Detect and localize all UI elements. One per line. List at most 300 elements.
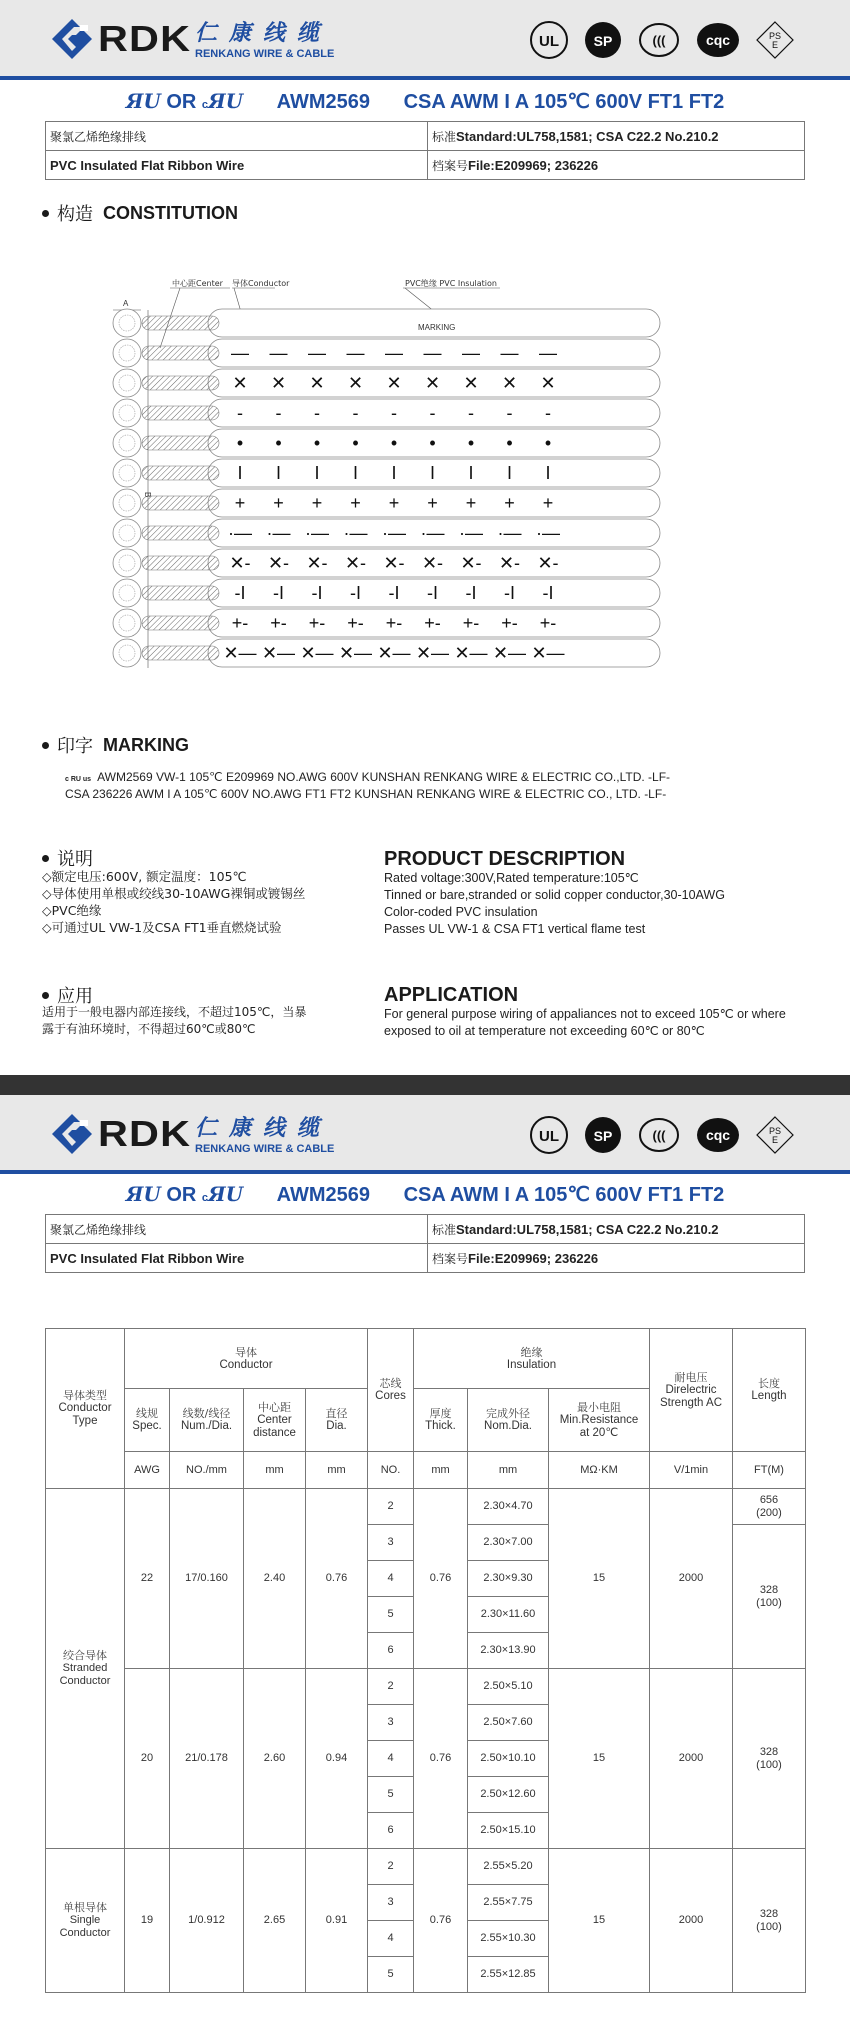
cross-section-core <box>113 549 141 577</box>
ul-cert-icon <box>529 1115 569 1155</box>
stripe-mark: ✕- <box>344 553 367 573</box>
stripe-mark: - <box>352 403 359 423</box>
conductor-strand <box>142 346 219 360</box>
header-band <box>0 0 850 76</box>
stripe-mark: • <box>275 433 282 453</box>
leader-line <box>405 288 435 312</box>
svg-text:(((: ((( <box>652 33 666 48</box>
stripe-mark: +- <box>424 613 441 633</box>
ur-or: OR <box>166 1184 197 1206</box>
th-nomdia: 完成外径 Nom.Dia. <box>468 1389 549 1452</box>
stripe-mark: +- <box>231 613 249 633</box>
conductor-strand <box>142 496 219 510</box>
stripe-mark: + <box>234 493 246 513</box>
stripe-mark: +- <box>501 613 518 633</box>
stripe-mark: +- <box>539 613 557 633</box>
stripe-mark: +- <box>347 613 364 633</box>
stripe-mark: ✕- <box>306 553 328 573</box>
bullet-icon <box>42 855 49 862</box>
brand-cn: 仁康线缆 <box>195 21 332 46</box>
num-cell: 1/0.912 <box>170 1849 244 1993</box>
length-cell: 656 (200) <box>733 1489 806 1525</box>
cross-section-core <box>113 519 141 547</box>
thick-cell: 0.76 <box>414 1669 468 1849</box>
stripe-mark: +- <box>270 613 287 633</box>
cross-section-core <box>113 459 141 487</box>
desc-item: ◇可通过UL VW-1及CSA FT1垂直燃烧试验 <box>42 920 282 935</box>
stripe-mark: - <box>314 403 320 423</box>
bullet-icon <box>42 742 49 749</box>
thick-cell: 0.76 <box>414 1849 468 1993</box>
csa-rating: CSA AWM I A 105℃ 600V FT1 FT2 <box>403 1184 725 1206</box>
cores-cell: 5 <box>368 1777 414 1813</box>
stripe-mark: + <box>350 493 361 513</box>
stripe-mark: ✕- <box>498 553 521 573</box>
ribbon-cable-drawing <box>100 270 750 680</box>
stripe-mark: ✕— <box>415 643 450 663</box>
stripe-mark: ✕ <box>463 373 479 393</box>
stripe-mark: ✕— <box>261 643 296 663</box>
stripe-mark: — <box>269 343 288 363</box>
cqc-cert-icon <box>695 1115 741 1155</box>
conductor-strand <box>142 616 219 630</box>
conductor-strand <box>142 436 219 450</box>
cores-cell: 6 <box>368 1633 414 1669</box>
stripe-mark: • <box>313 433 321 453</box>
nomdia-cell: 2.55×7.75 <box>468 1885 549 1921</box>
awm-code: AWM2569 <box>276 91 371 113</box>
th-thick: 厚度 Thick. <box>414 1389 468 1452</box>
nomdia-cell: 2.30×4.70 <box>468 1489 549 1525</box>
stripe-mark: ✕ <box>424 373 441 393</box>
bullet-icon <box>42 992 49 999</box>
cross-section-core <box>113 369 141 397</box>
brand-rdk: RDK <box>98 1113 192 1154</box>
stripe-mark: I <box>468 463 474 483</box>
desc-item: ◇PVC绝缘 <box>42 903 102 918</box>
nomdia-cell: 2.30×7.00 <box>468 1525 549 1561</box>
nomdia-cell: 2.50×10.10 <box>468 1741 549 1777</box>
cur-icon: ЯU <box>208 89 244 113</box>
cross-section-core <box>113 399 141 427</box>
constitution-heading: 构造 CONSTITUTION <box>42 200 238 226</box>
stripe-mark: ✕- <box>267 553 290 573</box>
stripe-mark: ✕ <box>540 373 556 393</box>
ul-cert-icon <box>529 20 569 60</box>
center-cell: 2.65 <box>244 1849 306 1993</box>
stripe-mark: ·— <box>382 523 406 543</box>
info-table-2 <box>45 1214 805 1273</box>
stripe-mark: - <box>468 403 474 423</box>
awg-cell: 20 <box>125 1669 170 1849</box>
stripe-mark: • <box>236 433 244 453</box>
cores-cell: 5 <box>368 1957 414 1993</box>
stripe-mark: ✕ <box>501 373 518 393</box>
stripe-mark: - <box>429 403 436 423</box>
stripe-mark: I <box>506 463 513 483</box>
length-cell: 328 (100) <box>733 1669 806 1849</box>
marking-line-2: CSA 236226 AWM I A 105℃ 600V NO.AWG FT1 FT2 KUNSHAN RENKANG WIRE & ELECTRIC CO., LTD. -LF- <box>65 787 667 801</box>
stripe-mark: — <box>539 343 557 363</box>
awg-cell: 19 <box>125 1849 170 1993</box>
stripe-mark: ✕ <box>386 373 402 393</box>
th-conductor: 导体 Conductor <box>125 1329 368 1389</box>
cross-section-core <box>113 489 141 517</box>
stripe-mark: ·— <box>266 523 291 543</box>
stripe-mark: + <box>542 493 554 513</box>
leader-line <box>234 288 241 312</box>
th-dielectric: 耐电压 Direlectric Strength AC <box>650 1329 733 1452</box>
cores-cell: 2 <box>368 1669 414 1705</box>
brand-en: RENKANG WIRE & CABLE <box>195 1143 335 1155</box>
ur-icon: ЯU <box>125 1182 161 1206</box>
svg-text:cqc: cqc <box>705 32 731 48</box>
stripe-mark: - <box>391 403 397 423</box>
stripe-mark: ✕— <box>223 643 257 663</box>
stripe-mark: — <box>385 343 403 363</box>
ur-marks <box>126 91 243 113</box>
cert-logos <box>529 20 795 60</box>
page-separator <box>0 1075 850 1095</box>
label-center: 中心距Center <box>172 279 223 288</box>
stripe-mark: ✕ <box>309 373 325 393</box>
cross-section-core <box>113 579 141 607</box>
stripe-mark: ✕— <box>531 643 565 663</box>
app-line: exposed to oil at temperature not exceeding 60℃ or 80℃ <box>384 1024 705 1038</box>
conductor-strand <box>142 586 219 600</box>
header-divider-2 <box>0 1170 850 1174</box>
app-line: 露于有油环境时，不得超过60℃或80℃ <box>42 1022 256 1036</box>
center-cell: 2.60 <box>244 1669 306 1849</box>
stripe-mark: ·— <box>343 523 368 543</box>
cert-logos <box>529 1115 795 1155</box>
header-divider <box>0 76 850 80</box>
volt-cell: 2000 <box>650 1849 733 1993</box>
cores-cell: 4 <box>368 1561 414 1597</box>
nomdia-cell: 2.50×5.10 <box>468 1669 549 1705</box>
marking-text <box>65 770 670 802</box>
cur-icon: ЯU <box>208 1182 244 1206</box>
csa-cert-icon <box>583 20 623 60</box>
cores-cell: 6 <box>368 1813 414 1849</box>
stripe-mark: - <box>506 403 513 423</box>
cross-section-core <box>113 309 141 337</box>
unit-cell: mm <box>414 1452 468 1489</box>
conductor-strand <box>142 556 219 570</box>
conductor-strand <box>142 376 219 390</box>
res-cell: 15 <box>549 1489 650 1669</box>
cores-cell: 4 <box>368 1921 414 1957</box>
stripe-mark: — <box>308 343 326 363</box>
length-cell: 328 (100) <box>733 1525 806 1669</box>
nomdia-cell: 2.55×10.30 <box>468 1921 549 1957</box>
stripe-mark: +- <box>385 613 403 633</box>
stripe-mark: + <box>427 493 438 513</box>
svg-text:(((: ((( <box>652 1128 666 1143</box>
unit-cell: mm <box>468 1452 549 1489</box>
cores-cell: 3 <box>368 1885 414 1921</box>
label-b: B <box>143 492 152 498</box>
num-cell: 17/0.160 <box>170 1489 244 1669</box>
cross-section-core <box>113 339 141 367</box>
volt-cell: 2000 <box>650 1489 733 1669</box>
stripe-mark: -I <box>465 583 477 603</box>
pse-cert-icon <box>755 1115 795 1155</box>
nomdia-cell: 2.55×12.85 <box>468 1957 549 1993</box>
pse-cert-icon <box>755 20 795 60</box>
nomdia-cell: 2.30×13.90 <box>468 1633 549 1669</box>
name-en: PVC Insulated Flat Ribbon Wire <box>46 1244 428 1273</box>
res-cell: 15 <box>549 1849 650 1993</box>
cores-cell: 3 <box>368 1705 414 1741</box>
desc-item: Color-coded PVC insulation <box>384 905 538 919</box>
stripe-mark: — <box>346 343 365 363</box>
svg-text:E: E <box>771 40 779 50</box>
stripe-mark: I <box>545 463 551 483</box>
svg-text:SP: SP <box>593 33 613 49</box>
unit-cell: AWG <box>125 1452 170 1489</box>
application-text-en <box>384 1006 786 1040</box>
stripe-mark: I <box>429 463 436 483</box>
stripe-mark: ·— <box>536 523 560 543</box>
th-conductor-type: 导体类型 Conductor Type <box>46 1329 125 1489</box>
th-center: 中心距 Center distance <box>244 1389 306 1452</box>
stripe-mark: • <box>390 433 398 453</box>
stripe-mark: • <box>467 433 475 453</box>
ur-icon: ЯU <box>125 89 161 113</box>
stripe-mark: -I <box>234 583 246 603</box>
stripe-mark: ✕- <box>421 553 444 573</box>
ur-c: c <box>201 99 209 111</box>
stripe-mark: ·— <box>305 523 329 543</box>
stripe-mark: — <box>423 343 442 363</box>
stripe-mark: +- <box>462 613 480 633</box>
conductor-strand <box>142 406 219 420</box>
th-length: 长度 Length <box>733 1329 806 1452</box>
nomdia-cell: 2.30×9.30 <box>468 1561 549 1597</box>
svg-text:UL: UL <box>539 1128 559 1145</box>
table-row <box>46 1849 806 1885</box>
nomdia-cell: 2.50×7.60 <box>468 1705 549 1741</box>
stripe-mark: + <box>273 493 284 513</box>
stripe-mark: • <box>352 433 359 453</box>
dia-cell: 0.91 <box>306 1849 368 1993</box>
stripe-mark: -I <box>388 583 400 603</box>
desc-item: ◇导体使用单根或绞线30-10AWG裸铜或镀锡丝 <box>42 886 306 901</box>
ccc-cert-icon <box>637 1115 681 1155</box>
table-row <box>46 1489 806 1525</box>
standard-cell: 标准Standard:UL758,1581; CSA C22.2 No.210.2 <box>428 122 805 151</box>
stripe-mark: — <box>462 343 480 363</box>
brand-cn: 仁康线缆 <box>195 1116 332 1141</box>
awm-code: AWM2569 <box>276 1184 371 1206</box>
type-single: 单根导体 Single Conductor <box>46 1849 125 1993</box>
stripe-mark: ·— <box>420 523 445 543</box>
stripe-mark: - <box>545 403 551 423</box>
stripe-mark: ✕ <box>270 373 287 393</box>
conductor-strand <box>142 646 219 660</box>
cores-cell: 5 <box>368 1597 414 1633</box>
csa-cert-icon <box>583 1115 623 1155</box>
th-spec: 线规 Spec. <box>125 1389 170 1452</box>
stripe-mark: I <box>391 463 397 483</box>
stripe-mark: ·— <box>459 523 483 543</box>
csa-rating: CSA AWM I A 105℃ 600V FT1 FT2 <box>403 91 725 113</box>
unit-cell: NO. <box>368 1452 414 1489</box>
stripe-mark: - <box>275 403 282 423</box>
th-insulation: 绝缘 Insulation <box>414 1329 650 1389</box>
logo-diamond-icon <box>50 1112 94 1156</box>
cru-us-icon: c RU us <box>65 776 92 783</box>
center-cell: 2.40 <box>244 1489 306 1669</box>
stripe-mark: ·— <box>228 523 252 543</box>
label-insulation: PVC绝缘 PVC Insulation <box>405 279 497 288</box>
nomdia-cell: 2.50×15.10 <box>468 1813 549 1849</box>
application-heading-cn: 应用 <box>42 982 103 1008</box>
nomdia-cell: 2.55×5.20 <box>468 1849 549 1885</box>
stripe-mark: -I <box>427 583 438 603</box>
brand-en: RENKANG WIRE & CABLE <box>195 48 335 60</box>
units-row <box>46 1452 806 1489</box>
length-cell: 328 (100) <box>733 1849 806 1993</box>
stripe-mark: — <box>500 343 519 363</box>
description-list-cn <box>42 868 305 936</box>
stripe-mark: ✕ <box>347 373 364 393</box>
stripe-mark: + <box>465 493 477 513</box>
name-cn: 聚氯乙烯绝缘排线 <box>46 122 428 151</box>
stripe-mark: • <box>429 433 436 453</box>
stripe-mark: + <box>311 493 323 513</box>
marking-line-1: c RU us AWM2569 VW-1 105℃ E209969 NO.AWG 600V KUNSHAN RENKANG WIRE & ELECTRIC CO.,LTD. -LF- <box>65 770 671 784</box>
name-en: PVC Insulated Flat Ribbon Wire <box>46 151 428 180</box>
description-heading-en: PRODUCT DESCRIPTION <box>384 848 626 870</box>
description-heading-cn: 说明 <box>42 845 103 871</box>
cqc-cert-icon <box>695 20 741 60</box>
file-cell: 档案号File:E209969; 236226 <box>428 151 805 180</box>
stripe-mark: ✕— <box>338 643 373 663</box>
unit-cell: mm <box>244 1452 306 1489</box>
marking-heading: 印字 MARKING <box>42 732 189 758</box>
svg-text:UL: UL <box>539 33 559 50</box>
unit-cell: mm <box>306 1452 368 1489</box>
type-stranded: 绞合导体 Stranded Conductor <box>46 1489 125 1849</box>
stripe-mark: • <box>506 433 513 453</box>
standard-cell: 标准Standard:UL758,1581; CSA C22.2 No.210.2 <box>428 1215 805 1244</box>
ccc-cert-icon <box>637 20 681 60</box>
cores-cell: 3 <box>368 1525 414 1561</box>
stripe-mark: I <box>275 463 282 483</box>
res-cell: 15 <box>549 1669 650 1849</box>
desc-item: Rated voltage:300V,Rated temperature:105℃ <box>384 871 639 885</box>
nomdia-cell: 2.30×11.60 <box>468 1597 549 1633</box>
conductor-strand <box>142 526 219 540</box>
svg-text:PS: PS <box>768 1126 782 1136</box>
unit-cell: MΩ·KM <box>549 1452 650 1489</box>
construction-diagram <box>100 270 750 680</box>
cross-section-core <box>113 609 141 637</box>
cores-cell: 2 <box>368 1489 414 1525</box>
stripe-mark: ✕- <box>229 553 251 573</box>
thick-cell: 0.76 <box>414 1489 468 1669</box>
stripe-mark: ✕ <box>232 373 248 393</box>
stripe-mark: I <box>352 463 359 483</box>
cross-section-core <box>113 429 141 457</box>
stripe-mark: I <box>314 463 320 483</box>
th-minres: 最小电阻 Min.Resistance at 20℃ <box>549 1389 650 1452</box>
stripe-mark: -I <box>311 583 323 603</box>
stripe-mark: ✕— <box>300 643 334 663</box>
spec-table <box>45 1328 806 1993</box>
unit-cell: V/1min <box>650 1452 733 1489</box>
stripe-mark: +- <box>308 613 326 633</box>
stripe-mark: — <box>231 343 249 363</box>
stripe-mark: + <box>388 493 400 513</box>
stripe-mark: + <box>504 493 515 513</box>
description-list-en <box>384 870 725 938</box>
stripe-mark: ✕- <box>460 553 482 573</box>
dia-cell: 0.76 <box>306 1489 368 1669</box>
bullet-icon <box>42 210 49 217</box>
application-heading-en: APPLICATION <box>384 984 519 1006</box>
unit-cell: FT(M) <box>733 1452 806 1489</box>
header-band-2 <box>0 1095 850 1170</box>
ur-c: c <box>201 1192 209 1204</box>
stripe-mark: ✕— <box>492 643 527 663</box>
stripe-mark: -I <box>350 583 361 603</box>
desc-item: Passes UL VW-1 & CSA FT1 vertical flame test <box>384 922 646 936</box>
stripe-mark: ·— <box>497 523 522 543</box>
app-line: 适用于一般电器内部连接线，不超过105℃，当暴 <box>42 1005 307 1019</box>
th-num: 线数/线径 Num./Dia. <box>170 1389 244 1452</box>
application-text-cn <box>42 1004 306 1038</box>
th-dia: 直径 Dia. <box>306 1389 368 1452</box>
svg-text:SP: SP <box>593 1128 613 1144</box>
stripe-mark: -I <box>273 583 284 603</box>
label-marking: MARKING <box>418 323 456 332</box>
info-table <box>45 121 805 180</box>
brand-logo <box>50 18 192 60</box>
desc-item: Tinned or bare,stranded or solid copper conductor,30-10AWG <box>384 888 725 902</box>
brand-text <box>195 22 334 61</box>
stripe-mark: ✕— <box>377 643 411 663</box>
file-cell: 档案号File:E209969; 236226 <box>428 1244 805 1273</box>
stripe-mark: • <box>544 433 552 453</box>
table-row <box>46 1669 806 1705</box>
th-cores: 芯线 Cores <box>368 1329 414 1452</box>
awg-cell: 22 <box>125 1489 170 1669</box>
ur-marks <box>126 1184 243 1206</box>
svg-text:E: E <box>771 1135 779 1145</box>
volt-cell: 2000 <box>650 1669 733 1849</box>
num-cell: 21/0.178 <box>170 1669 244 1849</box>
name-cn: 聚氯乙烯绝缘排线 <box>46 1215 428 1244</box>
product-title <box>0 89 850 114</box>
product-title-2 <box>0 1182 850 1207</box>
cross-section-core <box>113 639 141 667</box>
brand-rdk: RDK <box>98 18 192 59</box>
conductor-strand <box>142 466 219 480</box>
stripe-mark: ✕- <box>383 553 405 573</box>
svg-text:cqc: cqc <box>705 1127 731 1143</box>
conductor-strand <box>142 316 219 330</box>
nomdia-cell: 2.50×12.60 <box>468 1777 549 1813</box>
label-a: A <box>123 299 129 308</box>
cores-cell: 2 <box>368 1849 414 1885</box>
stripe-mark: -I <box>504 583 515 603</box>
stripe-mark: -I <box>542 583 554 603</box>
desc-item: ◇额定电压:600V, 额定温度：105℃ <box>42 869 247 884</box>
svg-text:PS: PS <box>768 31 782 41</box>
